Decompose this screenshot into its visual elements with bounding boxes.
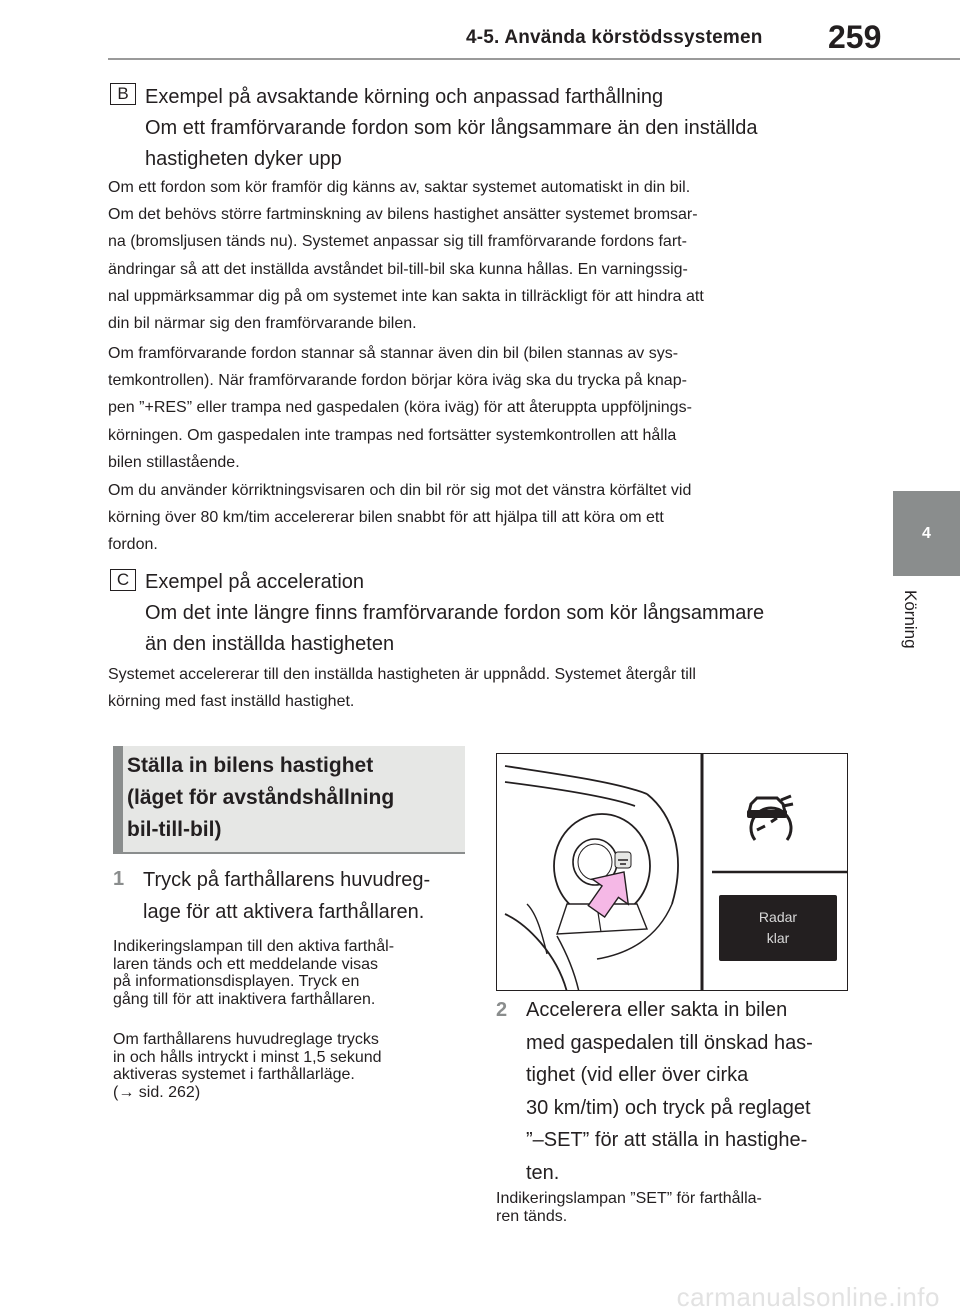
section-heading-bar <box>113 746 123 854</box>
watermark: carmanualsonline.info <box>676 1282 940 1310</box>
page-number: 259 <box>828 19 882 55</box>
step-2-text: Accelerera eller sakta in bilen med gaspedalen till önskad has- tighet (vid eller över cirka 30 km/tim) och tryck på reglaget ”–SET” för att ställa in hastighe- ten. <box>526 999 813 1184</box>
block-c-paragraph-1: Systemet accelererar till den inställda hastigheten är uppnådd. Systemet återgår till körning med fast inställd hastighet. <box>108 666 696 711</box>
page-header <box>0 0 960 60</box>
chapter-tab-label: Körning <box>901 590 920 649</box>
radar-cruise-indicator-icon <box>747 796 793 840</box>
chapter-title: 4-5. Använda körstödssystemen <box>466 27 763 48</box>
block-b-paragraph-2: Om framförvarande fordon stannar så stannar även din bil (bilen stannas av sys- temkontrollen). När framförvarande fordon börjar köra iväg ska du trycka på knap- pen ”+RES” eller trampa ned gaspedalen (köra iväg) för att återuppta uppföljnings- körningen. Om gaspedalen inte trampas ned fortsätter systemkontrollen att hålla bilen stillastående. <box>108 345 692 471</box>
section-heading: Ställa in bilens hastighet (läget för avståndshållning bil-till-bil) <box>127 754 395 841</box>
header-divider <box>108 58 960 60</box>
step-2-note-1: Indikeringslampan ”SET” för farthålla- ren tänds. <box>496 1190 762 1225</box>
information-display-message: Radar klar <box>758 909 798 946</box>
step-2-number: 2 <box>496 999 508 1021</box>
block-b-subhead: Exempel på avsaktande körning och anpassad farthållning Om ett framförvarande fordon som kör långsammare än den inställda hastigheten dyker upp <box>145 86 758 170</box>
chapter-tab-number: 4 <box>922 525 931 542</box>
step-1-note-1: Indikeringslampan till den aktiva farthål- laren tänds och ett meddelande visas på informationsdisplayen. Tryck en gång till för att inaktivera farthållaren. <box>113 938 395 1008</box>
step-1-note-2: Om farthållarens huvudreglage trycks in och hålls intryckt i minst 1,5 sekund aktiveras systemet i farthållarläge. (→ sid. 262) <box>113 1031 382 1101</box>
block-b-paragraph-3: Om du använder körriktningsvisaren och din bil rör sig mot det vänstra körfältet vid körning över 80 km/tim accelererar bilen snabbt för att hjälpa till att köra om ett fordon. <box>108 482 692 554</box>
step-1-number: 1 <box>113 868 125 890</box>
steering-switch-illustration <box>496 753 848 991</box>
step-1-text: Tryck på farthållarens huvudreg- lage för att aktivera farthållaren. <box>143 869 431 923</box>
marker-c: C <box>110 569 136 591</box>
block-c-subhead: Exempel på acceleration Om det inte längre finns framförvarande fordon som kör långsammare än den inställda hastigheten <box>145 571 765 655</box>
marker-b: B <box>110 83 136 105</box>
block-b-paragraph-1: Om ett fordon som kör framför dig känns av, saktar systemet automatiskt in din bil. Om det behövs större fartminskning av bilens hastighet ansätter systemet bromsar- na (bromsljusen tänds nu). Systemet anpassar sig till framförvarande fordons fart- ändringar så att det inställda avståndet bil-till-bil ska kunna hållas. En varningssig- nal uppmärksammar dig på om systemet inte kan sakta in tillräckligt för att hindra att din bil närmar sig den framförvarande bilen. <box>108 179 704 333</box>
